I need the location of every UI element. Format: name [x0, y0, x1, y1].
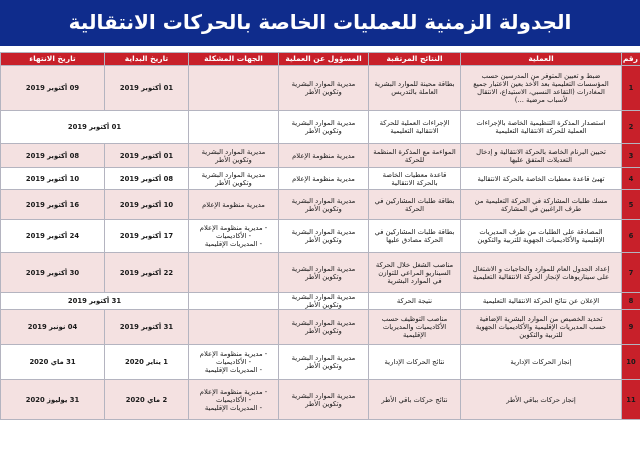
results-cell: [369, 220, 461, 253]
operation-cell-line: المؤسسات التعليمية بعد الأخذ بعين الاعتبار جميع: [473, 80, 609, 88]
row-number: 5: [622, 190, 640, 220]
operation-cell: [461, 310, 622, 345]
table-row: [1, 66, 640, 111]
end-date-cell: 31 يوليوز 2020: [1, 380, 105, 420]
operation-cell-line: تهيئ قاعدة معطيات الخاصة بالحركة الانتقالية: [477, 174, 605, 183]
responsible-cell-line: وتكوين الأطر: [305, 127, 342, 135]
operation-cell: [461, 144, 622, 168]
responsible-cell: [279, 293, 369, 310]
responsible-cell: [279, 220, 369, 253]
responsible-cell: [279, 111, 369, 144]
results-cell-line: نتائج الحركات الإدارية: [384, 358, 445, 366]
results-cell-line: نتيجة الحركة: [396, 297, 433, 305]
partners-cell-line: - الأكاديميات: [215, 358, 252, 366]
results-cell: [369, 293, 461, 310]
end-date-cell: 09 أكتوبر 2019: [1, 66, 105, 111]
partners-cell-line: مديرية الموارد البشرية: [201, 170, 266, 179]
responsible-cell-line: مديرية الموارد البشرية: [291, 319, 356, 327]
period-date-cell: 31 أكتوبر 2019: [1, 293, 189, 310]
results-cell-line: بطاقة محينة للموارد البشرية: [374, 80, 455, 88]
results-cell-line: في الموارد البشرية: [387, 276, 442, 285]
operation-cell: [461, 66, 622, 111]
table-row: [1, 220, 640, 253]
operation-cell: [461, 345, 622, 380]
partners-cell-line: - المديريات الإقليمية: [204, 403, 263, 412]
operation-cell-line: حسب المديريات الإقليمية والأكاديميات الجهوية: [475, 323, 607, 331]
header-results: النتائج المرتقبة: [369, 53, 461, 66]
responsible-cell-line: وتكوين الأطر: [305, 204, 342, 213]
operation-cell-line: إنجاز الحركات الإدارية: [510, 358, 572, 366]
responsible-cell-line: مديرية الموارد البشرية: [291, 196, 356, 205]
row-number: 6: [622, 220, 640, 253]
operation-cell-line: للتربية والتكوين: [519, 331, 563, 339]
responsible-cell-line: وتكوين الأطر: [305, 362, 342, 370]
results-cell-line: السيناريو المراعي للتوازن: [378, 268, 451, 277]
operation-cell-line: تحيين البرنام الخاصة بالحركة الانتقالية و إدخال: [476, 147, 606, 156]
partners-cell-line: - مديرية منظومة الإعلام: [199, 224, 268, 232]
partners-cell-line: - الأكاديميات: [215, 395, 252, 404]
responsible-cell-line: وتكوين الأطر: [305, 236, 342, 244]
table-row: [1, 144, 640, 168]
operation-cell-line: على سيناريوهات لإنجاز الحركة الانتقالية التعليمية: [472, 272, 610, 281]
row-number: 9: [622, 310, 640, 345]
table-row: [1, 190, 640, 220]
responsible-cell-line: وتكوين الأطر: [305, 301, 342, 309]
responsible-cell-line: مديرية الموارد البشرية: [291, 391, 356, 400]
start-date-cell: 01 أكتوبر 2019: [105, 66, 189, 111]
results-cell-line: الإقليمية: [403, 331, 426, 339]
responsible-cell-line: وتكوين الأطر: [305, 272, 342, 281]
results-cell-line: بالحركة الانتقالية: [391, 178, 438, 187]
header-operation: العملية: [461, 53, 622, 66]
partners-cell: [189, 253, 279, 293]
responsible-cell-line: مديرية الموارد البشرية: [291, 293, 356, 301]
results-cell-line: مناصب الشغل خلال الحركة: [375, 260, 454, 269]
results-cell-line: بطاقة طلبات المشاركين في: [374, 196, 455, 205]
responsible-cell: [279, 168, 369, 190]
results-cell: [369, 253, 461, 293]
partners-cell: [189, 310, 279, 345]
header-partners: الجهات المشكلة: [189, 53, 279, 66]
responsible-cell: [279, 345, 369, 380]
partners-cell: [189, 293, 279, 310]
partners-cell: [189, 190, 279, 220]
operation-cell-line: طرف الراغبين في المشاركة: [500, 204, 582, 213]
row-number: 11: [622, 380, 640, 420]
partners-cell: [189, 66, 279, 111]
responsible-cell-line: مديرية الموارد البشرية: [291, 80, 356, 88]
row-number: 3: [622, 144, 640, 168]
operation-cell: [461, 168, 622, 190]
table-body: [1, 66, 640, 420]
partners-cell: [189, 345, 279, 380]
operation-cell-line: المغادرات (التقاعد النسبي، الاستيداع، الانتقال: [477, 88, 605, 96]
operation-cell: [461, 190, 622, 220]
start-date-cell: 1 يناير 2020: [105, 345, 189, 380]
responsible-cell-line: مديرية منظومة الإعلام: [292, 174, 355, 183]
partners-cell: [189, 144, 279, 168]
results-cell-line: بطاقة طلبات المشاركين في: [374, 228, 455, 236]
end-date-cell: 16 أكتوبر 2019: [1, 190, 105, 220]
end-date-cell: 24 أكتوبر 2019: [1, 220, 105, 253]
results-cell-line: العاملة بالتدريس: [391, 88, 438, 96]
responsible-cell-line: مديرية الموارد البشرية: [291, 264, 356, 273]
operation-cell-line: التعديلات المتفق عليها: [509, 155, 573, 164]
operation-cell: [461, 220, 622, 253]
schedule-table: [0, 52, 640, 420]
end-date-cell: 08 أكتوبر 2019: [1, 144, 105, 168]
responsible-cell-line: مديرية منظومة الإعلام: [292, 151, 355, 160]
operation-cell: [461, 111, 622, 144]
row-number: 4: [622, 168, 640, 190]
responsible-cell: [279, 144, 369, 168]
responsible-cell: [279, 66, 369, 111]
end-date-cell: 30 أكتوبر 2019: [1, 253, 105, 293]
header-row: [1, 53, 640, 66]
operation-cell-line: تحديد الخصيص من الموارد البشرية الإضافية: [479, 315, 603, 323]
results-cell: [369, 380, 461, 420]
partners-cell-line: وتكوين الأطر: [215, 178, 252, 187]
table-row: [1, 168, 640, 190]
responsible-cell: [279, 310, 369, 345]
partners-cell: [189, 111, 279, 144]
partners-cell-line: - مديرية منظومة الإعلام: [199, 350, 268, 358]
responsible-cell: [279, 253, 369, 293]
table-row: [1, 345, 640, 380]
table-row: [1, 293, 640, 310]
partners-cell-line: - مديرية منظومة الإعلام: [199, 387, 268, 396]
table-row: [1, 111, 640, 144]
start-date-cell: 08 أكتوبر 2019: [105, 168, 189, 190]
results-cell: [369, 345, 461, 380]
operation-cell-line: الإقليمية والأكاديميات الجهوية للتربية والتكوين: [477, 236, 605, 244]
partners-cell-line: مديرية منظومة الإعلام: [202, 200, 265, 209]
row-number: 1: [622, 66, 640, 111]
start-date-cell: 31 أكتوبر 2019: [105, 310, 189, 345]
responsible-cell-line: مديرية الموارد البشرية: [291, 119, 356, 127]
partners-cell: [189, 168, 279, 190]
start-date-cell: 01 أكتوبر 2019: [105, 144, 189, 168]
results-cell-line: الحركة مصادق عليها: [386, 236, 443, 244]
results-cell: [369, 66, 461, 111]
header-start-date: تاريخ البداية: [105, 53, 189, 66]
partners-cell: [189, 220, 279, 253]
operation-cell-line: إنجاز حركات بباقي الأطر: [506, 395, 576, 404]
results-cell-line: مناصب التوظيف حسب: [381, 315, 448, 323]
results-cell: [369, 190, 461, 220]
period-date-cell: 01 أكتوبر 2019: [1, 111, 189, 144]
results-cell-line: الانتقالية التعليمية: [390, 127, 439, 135]
responsible-cell-line: مديرية الموارد البشرية: [291, 354, 356, 362]
header-num: رقم: [622, 53, 640, 66]
responsible-cell-line: مديرية الموارد البشرية: [291, 228, 356, 236]
header-end-date: تاريخ الانتهاء: [1, 53, 105, 66]
responsible-cell-line: وتكوين الأطر: [305, 88, 342, 96]
operation-cell-line: لأسباب مرضية ...): [514, 96, 568, 104]
responsible-cell: [279, 380, 369, 420]
operation-cell-line: ضبط و تعيين المتوفر من المدرسين حسب: [481, 72, 601, 80]
partners-cell: [189, 380, 279, 420]
responsible-cell-line: وتكوين الأطر: [305, 327, 342, 335]
partners-cell-line: مديرية الموارد البشرية: [201, 147, 266, 156]
end-date-cell: 10 أكتوبر 2019: [1, 168, 105, 190]
row-number: 10: [622, 345, 640, 380]
operation-cell-line: إعداد الجدول العام للموارد والحاجيات و الاشتغال: [472, 264, 610, 273]
partners-cell-line: - الأكاديميات: [215, 232, 252, 240]
results-cell: [369, 144, 461, 168]
results-cell-line: نتائج حركات باقي الأطر: [381, 395, 448, 404]
operation-cell: [461, 253, 622, 293]
results-cell-line: الإجراءات العملية للحركة: [379, 119, 450, 127]
row-number: 2: [622, 111, 640, 144]
results-cell: [369, 111, 461, 144]
results-cell-line: قاعدة معطيات الخاصة: [382, 170, 447, 179]
operation-cell-line: مسك طلبات المشاركة في الحركة التعليمية من: [474, 196, 608, 205]
start-date-cell: 17 أكتوبر 2019: [105, 220, 189, 253]
table-row: [1, 310, 640, 345]
table-row: [1, 380, 640, 420]
operation-cell: [461, 293, 622, 310]
responsible-cell-line: وتكوين الأطر: [305, 399, 342, 408]
row-number: 8: [622, 293, 640, 310]
end-date-cell: 04 نونبر 2019: [1, 310, 105, 345]
start-date-cell: 22 أكتوبر 2019: [105, 253, 189, 293]
results-cell-line: للحركة: [404, 155, 425, 164]
end-date-cell: 31 ماي 2020: [1, 345, 105, 380]
operation-cell: [461, 380, 622, 420]
page-title: الجدولة الزمنية للعمليات الخاصة بالحركات الانتقالية: [68, 10, 572, 34]
row-number: 7: [622, 253, 640, 293]
partners-cell-line: - المديريات الإقليمية: [204, 366, 263, 374]
start-date-cell: 10 أكتوبر 2019: [105, 190, 189, 220]
results-cell-line: الحركة: [405, 204, 424, 213]
results-cell-line: المواءمة مع المذكرة المنظمة: [373, 147, 456, 156]
results-cell: [369, 168, 461, 190]
operation-cell-line: الإعلان عن نتائج الحركة الانتقالية التعليمية: [482, 297, 600, 305]
operation-cell-line: العملية للحركة الانتقالية التعليمية: [495, 127, 587, 135]
table-row: [1, 253, 640, 293]
start-date-cell: 2 ماي 2020: [105, 380, 189, 420]
partners-cell-line: - المديريات الإقليمية: [204, 240, 263, 248]
responsible-cell: [279, 190, 369, 220]
results-cell: [369, 310, 461, 345]
results-cell-line: الأكاديميات والمديريات: [382, 323, 447, 331]
operation-cell-line: استصدار المذكرة التنظيمية الخاصة بالإجراءات: [476, 119, 606, 127]
header-responsible: المسؤول عن العملية: [279, 53, 369, 66]
operation-cell-line: المصادقة على الطلبات من طرف المديريات: [479, 228, 603, 236]
partners-cell-line: وتكوين الأطر: [215, 155, 252, 164]
